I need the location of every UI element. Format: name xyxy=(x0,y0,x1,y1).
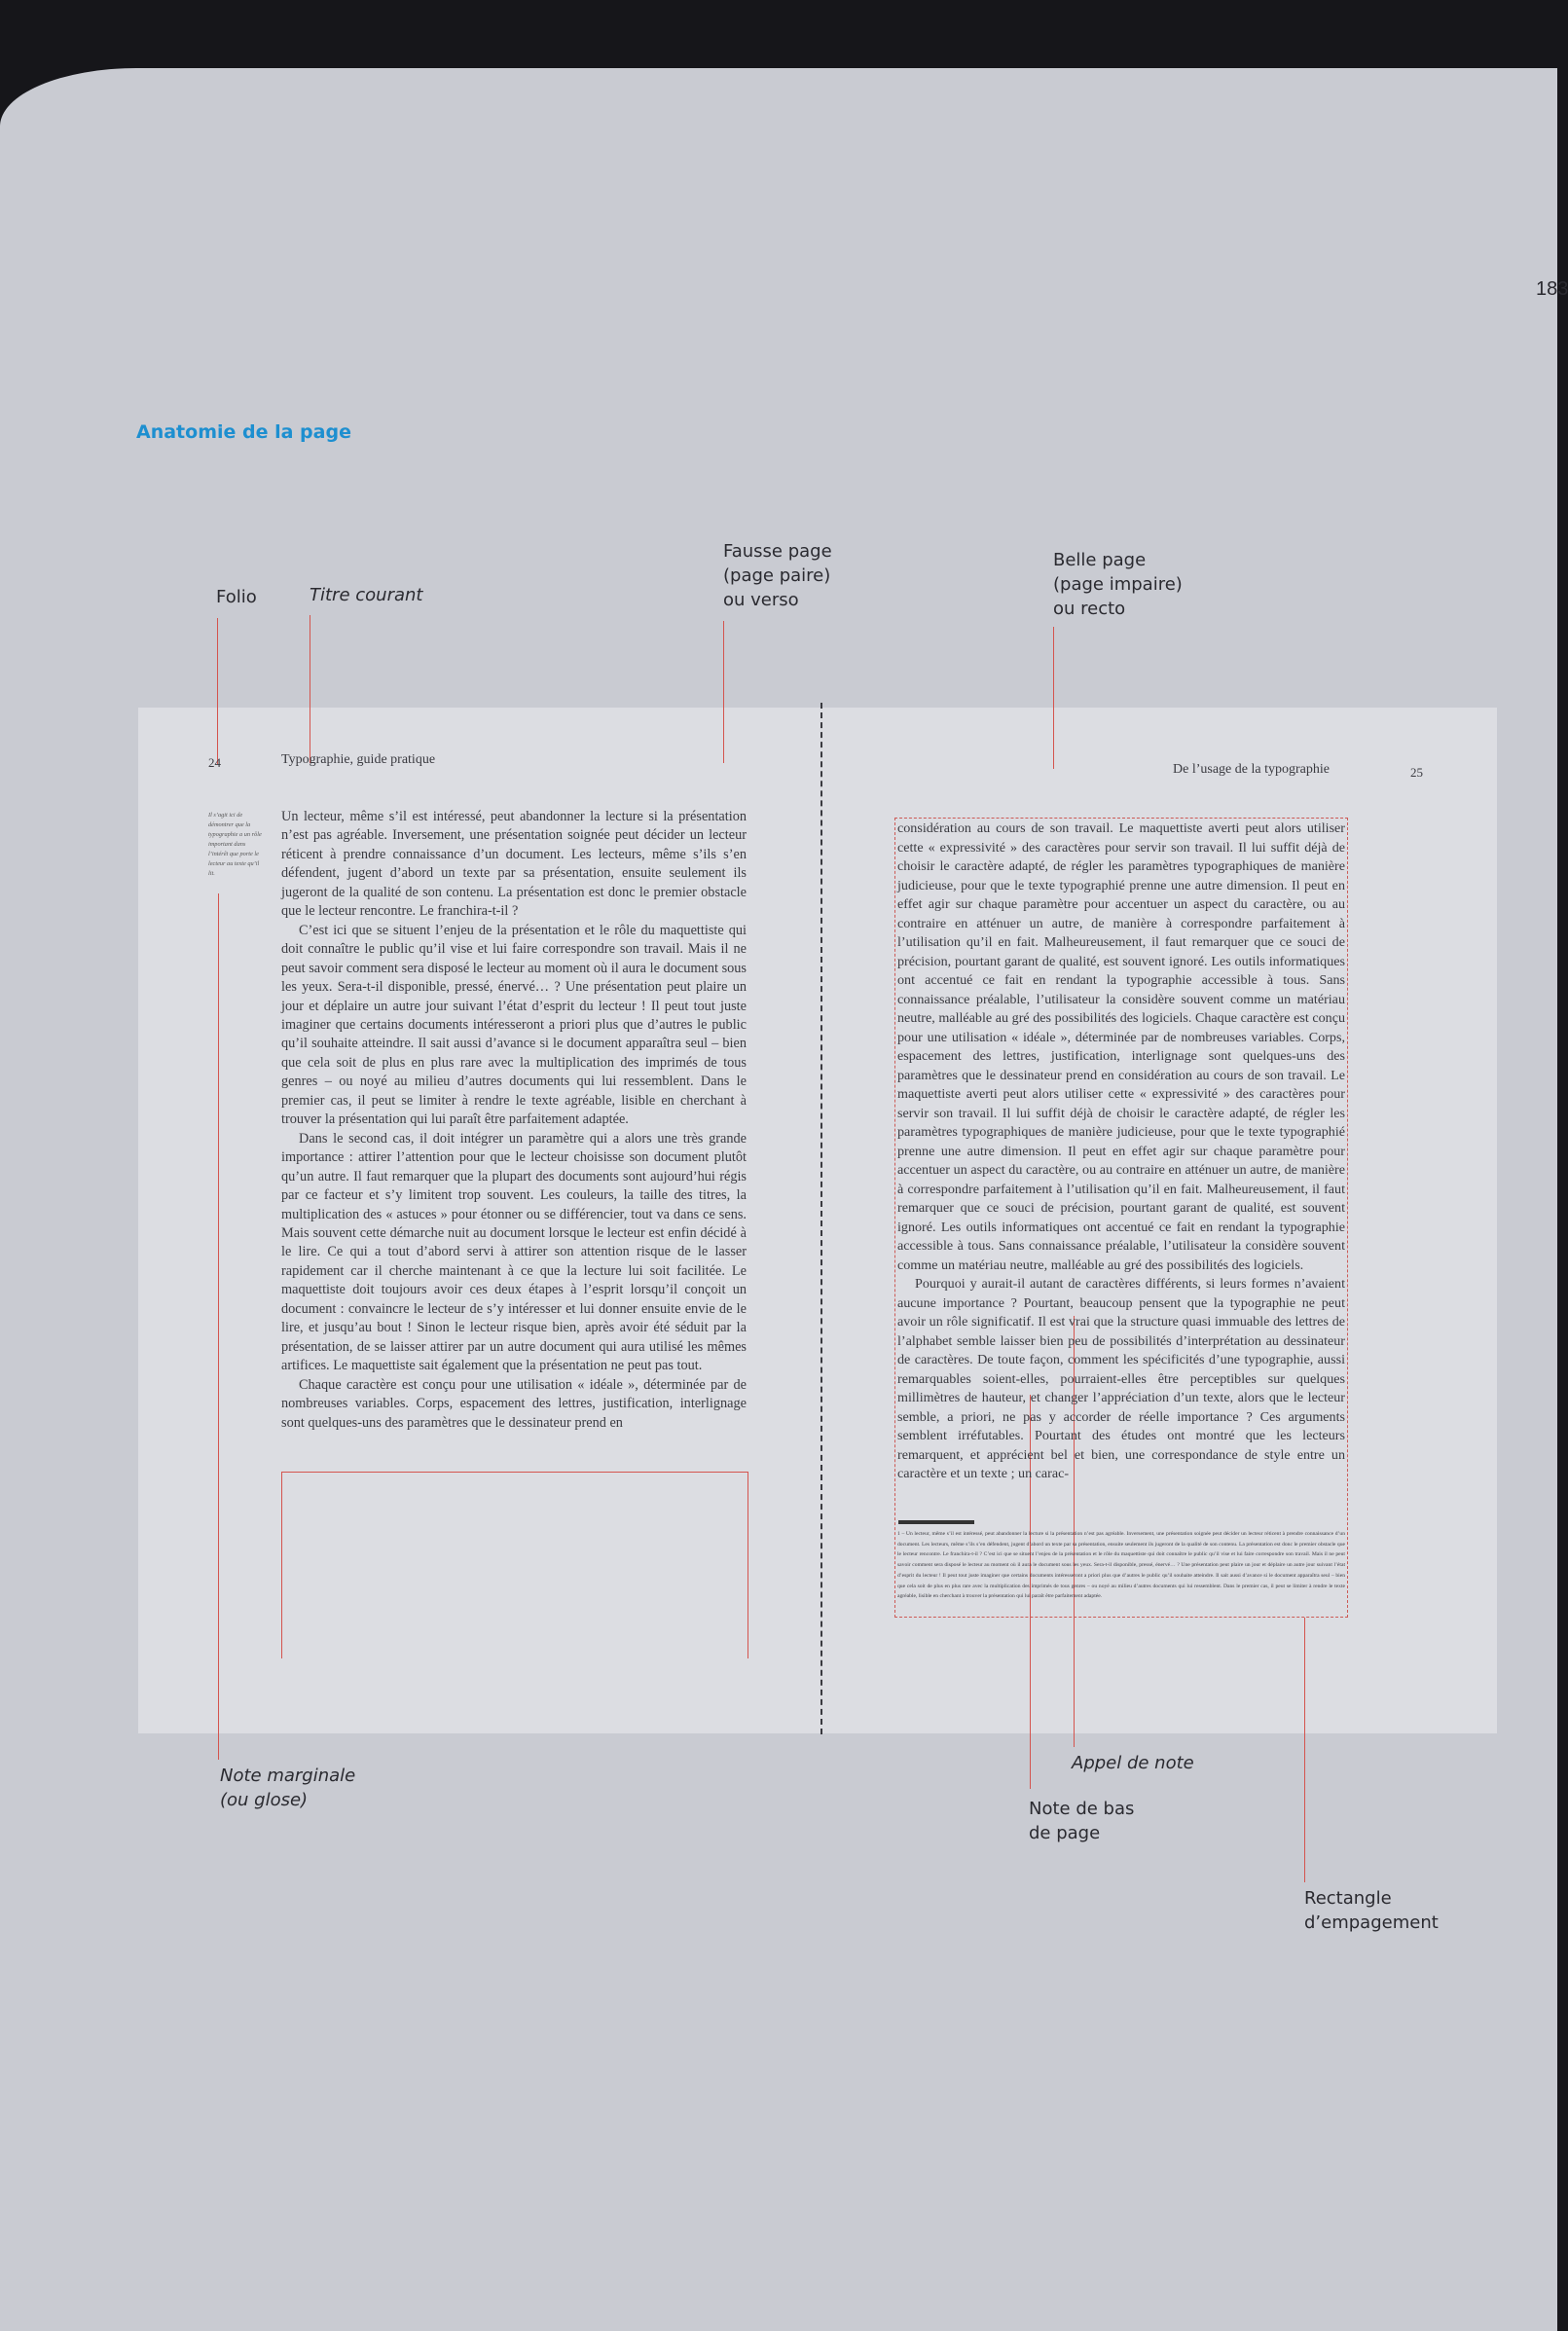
label-titre-courant: Titre courant xyxy=(310,585,423,605)
label-note-de-bas-de-page: Note de bas de page xyxy=(1029,1799,1135,1843)
footnote-text: 1 – Un lecteur, même s’il est intéressé, peut abandonner la lecture si la présentation n’est pas agréable. Inversement, une présentation soignée peut décider un lecteur réticent à prendre connaissance d’un document. Les lecteurs, même s’ils s’en défendent, jugent d’abord un texte par sa présentation, ensuite seulement ils jugeront de la qualité de son contenu. La présentation est donc le premier obstacle que le lecteur rencontre. Le franchira-t-il ? C’est ici que se situent l’enjeu de la présentation et le rôle du maquettiste qui doit connaître le public qu’il vise et lui faire correspondre son travail. Mais il ne peut savoir comment sera disposé le lecteur au moment où il aura le document sous les yeux. Sera-t-il disponible, pressé, énervé… ? Une présentation peut plaire un jour et déplaire un autre jour suivant l’état d’esprit du lecteur ! Il peut tout juste imaginer que certains documents intéresseront a priori plus que d’autres le public qu’il souhaite atteindre. Il sait aussi d’avance si le document apparaîtra seul – bien que cela soit de plus en plus rare avec la multiplication des imprimés de tous genres – ou noyé au milieu d’autres documents qui lui ressemblent. Dans le premier cas, il peut se limiter à rendre le texte agréable, lisible en cherchant à trouver la présentation qui lui paraît être parfaitement adaptée. xyxy=(897,1531,1345,1600)
paragraph: Dans le second cas, il doit intégrer un paramètre qui a alors une très grande importance : attirer l’attention pour que le lecteur choisisse son document plutôt qu’un autre. Il faut remarquer que la plupart des documents sont aujourd’hui régis par ce facteur et s’y limitent trop souvent. Les couleurs, la taille des titres, la multiplication des « astuces » pour étonner ou se différencier, tout va dans ce sens. Mais souvent cette démarche nuit au document lorsque le lecteur est enfin décidé à le lire. Ce qui a tout d’abord servi à attirer son attention risque de le lasser rapidement car il cherche maintenant à ce que la lecture lui soit facilitée. Le maquettiste doit toujours avoir ces deux étapes à l’esprit lorsqu’il conçoit un document : convaincre le lecteur de s’y intéresser et lui donner ensuite envie de le lire, et jusqu’au bout ! Sinon le lecteur risque bien, après avoir été séduit par la présentation, de se laisser attirer par un autre document qui aura utilisé les mêmes artifices. Le maquettiste sait également que la présentation ne peut pas tout. xyxy=(281,1130,747,1374)
marginal-note: Il s’agit ici de démontrer que la typographie a un rôle important dans l’intérêt que porte le lecteur au texte qu’il lit. xyxy=(208,812,262,877)
justification-top-line xyxy=(282,1472,748,1473)
paragraph: Chaque caractère est conçu pour une utilisation « idéale », déterminée par de nombreuses variables. Corps, espacement des lettres, justification, interlignage sont quelques-uns des paramètres que le dessinateur prend en xyxy=(281,1376,747,1431)
label-rectangle-empagement: Rectangle d’empagement xyxy=(1304,1888,1439,1933)
label-appel-de-note: Appel de note xyxy=(1072,1753,1194,1773)
gutter-line xyxy=(820,703,822,1734)
label-belle-page: Belle page (page impaire) ou recto xyxy=(1053,550,1183,619)
left-running-title: Typographie, guide pratique xyxy=(281,752,436,767)
footnote-rule xyxy=(898,1520,974,1524)
section-title: Anatomie de la page xyxy=(136,421,351,443)
left-folio: 24 xyxy=(208,755,221,770)
right-running-title: De l’usage de la typographie xyxy=(1173,762,1330,777)
right-body-text xyxy=(897,819,1345,1484)
guide-line-note-marginale xyxy=(218,893,219,1760)
label-fausse-page: Fausse page (page paire) ou verso xyxy=(723,541,832,610)
right-folio: 25 xyxy=(1410,765,1423,780)
guide-line-folio xyxy=(217,618,218,764)
guide-line-fausse-page xyxy=(723,621,724,763)
guide-line-belle-page xyxy=(1053,627,1054,769)
left-body-text xyxy=(281,808,747,1433)
guide-line-justification-left xyxy=(281,1472,282,1658)
label-note-marginale: Note marginale (ou glose) xyxy=(220,1766,356,1810)
paragraph: considération au cours de son travail. Le maquettiste averti peut alors utiliser cette « expressivité » des caractères pour servir son travail. Il lui suffit déjà de choisir le caractère adapté, de régler les paramètres typographiques de manière judicieuse, pour que le texte typographié prenne une autre dimension. Il peut en effet agir sur chaque paramètre pour accentuer un aspect du caractère, ou au contraire en atténuer un autre, de manière à correspondre parfaitement à l’utilisation qu’il en fait. Malheureusement, il faut remarquer que ce souci de précision, pourtant garant de qualité, est souvent ignoré. Les outils informatiques ont accentué ce fait en rendant la typographie accessible à tous. Sans connaissance préalable, l’utilisateur la considère souvent comme un matériau neutre, malléable au gré des possibilités des logiciels. Chaque caractère est conçu pour une utilisation « idéale », déterminée par de nombreuses variables. Corps, espacement des lettres, justification, interlignage sont quelques-uns des paramètres que le dessinateur prend en considération au cours de son travail. Le maquettiste averti peut alors utiliser cette « expressivité » des caractères pour servir son travail. Il lui suffit déjà de choisir le caractère adapté, de régler les paramètres typographiques de manière judicieuse, pour que le texte typographié prenne une autre dimension. Il peut en effet agir sur chaque paramètre pour accentuer un aspect du caractère, ou au contraire en atténuer un autre, de manière à correspondre parfaitement à l’utilisation qu’il en fait. Malheureusement, il faut remarquer que ce souci de précision, pourtant garant de qualité, est souvent ignoré. Les outils informatiques ont accentué ce fait en rendant la typographie accessible à tous. Sans connaissance préalable, l’utilisateur la considère souvent comme un matériau neutre, malléable au gré des possibilités des logiciels. xyxy=(897,820,1345,1273)
paragraph: Pourquoi y aurait-il autant de caractères différents, si leurs formes n’avaient aucune importance ? Pourtant, beaucoup pensent que la typographie ne peut avoir un rôle significatif. Il est vrai que la structure quasi immuable des lettres de l’alphabet semble laisser bien peu de possibilités d’interprétation au dessinateur de caractères. De toute façon, comment les spécificités d’une typographie, aussi remarquables soient-elles, pourraient-elles être perceptibles sur quelques millimètres de hauteur, et changer l’appréciation d’un texte, alors que le lecteur semble, a priori, ne pas y accorder de réelle importance ? Ces arguments semblent irréfutables. Pourtant des études ont montré que les lecteurs remarquent, et apprécient bel et bien, une correspondance de style entre un caractère et un texte ; un carac- xyxy=(897,1276,1345,1481)
page-number: 183 xyxy=(1536,278,1568,300)
paragraph: Un lecteur, même s’il est intéressé, peut abandonner la lecture si la présentation n’est pas agréable. Inversement, une présentation soignée peut décider un lecteur réticent à prendre connaissance d’un document. Les lecteurs, même s’ils s’en défendent, jugent d’abord un texte par sa présentation, ensuite seulement ils jugeront de la qualité de son contenu. La présentation est donc le premier obstacle que le lecteur rencontre. Le franchira-t-il ? xyxy=(281,809,747,920)
paragraph: C’est ici que se situent l’enjeu de la présentation et le rôle du maquettiste qui doit connaître le public qu’il vise et lui faire correspondre son travail. Mais il ne peut savoir comment sera disposé le lecteur au moment où il aura le document sous les yeux. Sera-t-il disponible, pressé, énervé… ? Une présentation peut plaire un jour et déplaire un autre jour suivant l’état d’esprit du lecteur ! Il peut tout juste imaginer que certains documents intéresseront a priori plus que d’autres le public qu’il souhaite atteindre. Il sait aussi d’avance si le document apparaîtra seul – bien que cela soit de plus en plus rare avec la multiplication des imprimés de tous genres – ou noyé au milieu d’autres documents qui lui ressemblent. Dans le premier cas, il peut se limiter à rendre le texte agréable, lisible en cherchant à trouver la présentation qui lui paraît être parfaitement adaptée. xyxy=(281,922,747,1128)
guide-line-rectangle xyxy=(1304,1618,1305,1882)
label-folio: Folio xyxy=(216,587,257,607)
